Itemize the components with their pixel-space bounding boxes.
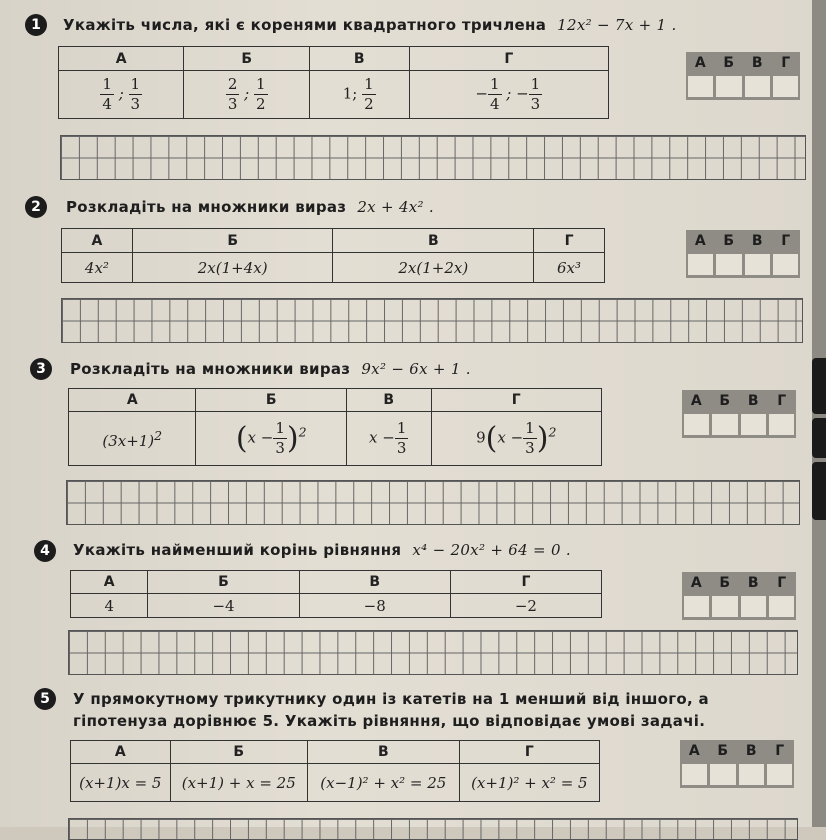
work-grid[interactable] bbox=[68, 630, 798, 675]
option-b[interactable]: −4 bbox=[148, 594, 299, 618]
option-header: Б bbox=[148, 571, 299, 594]
task-number: 4 bbox=[34, 540, 56, 562]
work-grid[interactable] bbox=[66, 480, 800, 525]
options-table bbox=[70, 740, 600, 802]
work-grid[interactable] bbox=[68, 818, 798, 840]
option-header: Г bbox=[450, 571, 601, 594]
answer-cell-b[interactable] bbox=[712, 596, 737, 617]
task-number: 1 bbox=[25, 14, 47, 36]
option-d[interactable]: 9(x − $\frac{1}{3}$ )$^2$ bbox=[431, 412, 601, 466]
answer-cell-d[interactable] bbox=[773, 254, 798, 275]
options-table bbox=[70, 570, 602, 618]
option-header: В bbox=[307, 741, 459, 764]
answer-box: А Б В Г bbox=[686, 52, 800, 100]
answer-box: А Б В Г bbox=[682, 390, 796, 438]
answer-cell-b[interactable] bbox=[716, 76, 741, 97]
task-question: У прямокутному трикутнику один із катетів на 1 менший від іншого, а гіпотенуза дорівнює 5. Укажіть рівняння, що відповідає умові задачі. bbox=[73, 690, 709, 730]
answer-box: А Б В Г bbox=[686, 230, 800, 278]
option-b[interactable]: 2x(1+4x) bbox=[132, 253, 333, 283]
option-header: Б bbox=[132, 229, 333, 253]
answer-cell-a[interactable] bbox=[682, 764, 707, 785]
answer-cell-d[interactable] bbox=[773, 76, 798, 97]
option-header: Б bbox=[196, 389, 346, 412]
option-a[interactable]: 4 bbox=[71, 594, 148, 618]
answer-cell-d[interactable] bbox=[769, 596, 794, 617]
task-number: 5 bbox=[34, 688, 56, 710]
option-header: В bbox=[309, 47, 409, 71]
answer-cell-a[interactable] bbox=[684, 596, 709, 617]
options-table bbox=[58, 46, 609, 119]
task-question: Розкладіть на множники вираз 2x + 4x² . bbox=[66, 198, 435, 216]
answer-cell-b[interactable] bbox=[716, 254, 741, 275]
answer-cell-c[interactable] bbox=[741, 596, 766, 617]
answer-box: А Б В Г bbox=[682, 572, 796, 620]
task-number: 2 bbox=[25, 196, 47, 218]
binder-tab bbox=[812, 462, 826, 520]
answer-cell-c[interactable] bbox=[745, 254, 770, 275]
option-a[interactable]: $\frac{1}{4}$ ; $\frac{1}{3}$ bbox=[59, 71, 184, 119]
task-question: Укажіть найменший корінь рівняння x⁴ − 20x² + 64 = 0 . bbox=[73, 541, 571, 559]
option-header: Б bbox=[184, 47, 309, 71]
answer-cell-d[interactable] bbox=[769, 414, 794, 435]
option-header: В bbox=[299, 571, 450, 594]
option-header: А bbox=[71, 571, 148, 594]
answer-cell-c[interactable] bbox=[745, 76, 770, 97]
option-b[interactable]: $\frac{2}{3}$ ; $\frac{1}{2}$ bbox=[184, 71, 309, 119]
option-header: А bbox=[59, 47, 184, 71]
options-table bbox=[61, 228, 605, 283]
option-d[interactable]: (x+1)² + x² = 5 bbox=[459, 764, 599, 802]
answer-box: А Б В Г bbox=[680, 740, 794, 788]
option-b[interactable]: (x+1) + x = 25 bbox=[170, 764, 307, 802]
option-d[interactable]: −2 bbox=[450, 594, 601, 618]
binder-tab bbox=[812, 418, 826, 458]
option-d[interactable]: 6x³ bbox=[534, 253, 605, 283]
option-header: Г bbox=[534, 229, 605, 253]
option-d[interactable]: − $\frac{1}{4}$ ; − $\frac{1}{3}$ bbox=[409, 71, 608, 119]
option-header: Г bbox=[409, 47, 608, 71]
option-a[interactable]: $(3x+1)^2$ bbox=[69, 412, 196, 466]
task-question: Розкладіть на множники вираз 9x² − 6x + 1 . bbox=[70, 360, 471, 378]
option-c[interactable]: (x−1)² + x² = 25 bbox=[307, 764, 459, 802]
answer-cell-d[interactable] bbox=[767, 764, 792, 785]
option-header: В bbox=[346, 389, 431, 412]
option-header: А bbox=[69, 389, 196, 412]
option-header: Б bbox=[170, 741, 307, 764]
answer-cell-c[interactable] bbox=[739, 764, 764, 785]
work-grid[interactable] bbox=[60, 135, 806, 180]
task-number: 3 bbox=[30, 358, 52, 380]
answer-cell-c[interactable] bbox=[741, 414, 766, 435]
work-grid[interactable] bbox=[61, 298, 803, 343]
binder-tab bbox=[812, 358, 826, 414]
option-a[interactable]: 4x² bbox=[62, 253, 133, 283]
answer-cell-b[interactable] bbox=[712, 414, 737, 435]
option-header: Г bbox=[431, 389, 601, 412]
option-c[interactable]: 1; $\frac{1}{2}$ bbox=[309, 71, 409, 119]
option-c[interactable]: −8 bbox=[299, 594, 450, 618]
option-header: А bbox=[62, 229, 133, 253]
option-header: Г bbox=[459, 741, 599, 764]
option-header: В bbox=[333, 229, 534, 253]
options-table bbox=[68, 388, 602, 466]
answer-cell-b[interactable] bbox=[710, 764, 735, 785]
task-question: Укажіть числа, які є коренями квадратного тричлена 12x² − 7x + 1 . bbox=[63, 16, 677, 34]
answer-cell-a[interactable] bbox=[684, 414, 709, 435]
option-a[interactable]: (x+1)x = 5 bbox=[71, 764, 171, 802]
option-b[interactable]: (x − $\frac{1}{3}$ )$^2$ bbox=[196, 412, 346, 466]
answer-cell-a[interactable] bbox=[688, 254, 713, 275]
option-c[interactable]: 2x(1+2x) bbox=[333, 253, 534, 283]
answer-cell-a[interactable] bbox=[688, 76, 713, 97]
option-header: А bbox=[71, 741, 171, 764]
option-c[interactable]: x − $\frac{1}{3}$ bbox=[346, 412, 431, 466]
